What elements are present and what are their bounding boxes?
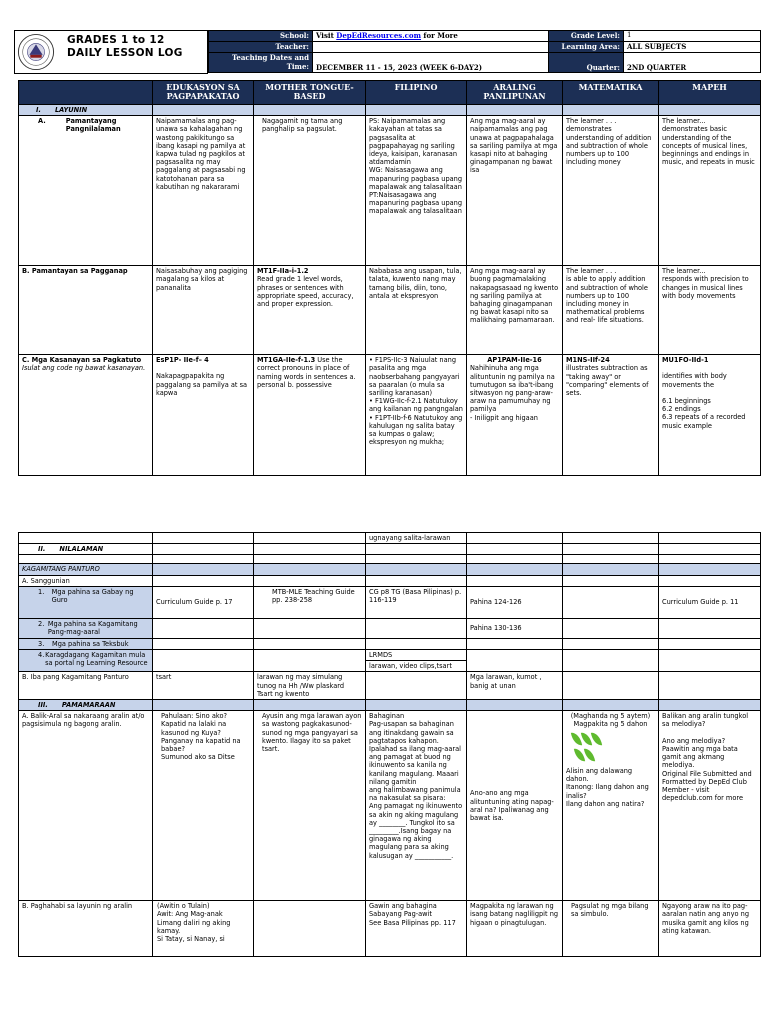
mapeh-code: MU1FO-IId-1 [662,356,709,365]
empty-cell [467,544,563,555]
section-nilalaman-row [19,544,761,555]
row-teacher-guide [19,586,761,618]
empty-cell [563,533,659,544]
empty-cell [467,575,563,586]
row-performance-standard [19,266,761,355]
row-purpose [19,901,761,957]
deped-seal-icon [17,33,55,71]
sanggunian-label: A. Sanggunian [19,575,153,586]
esp-text: Nakapagpapakita ng paggalang sa pamilya at sa kapwa [156,372,248,397]
deped-resources-link[interactable]: DepEdResources.com [336,31,421,40]
row-label-learner-materials [19,618,153,638]
leaf-icon [584,747,595,762]
filipino-lrmds: LRMDS [366,650,466,661]
cell-ap: Ang mga mag-aaral ay buong pagmamalaking nakapagsasaad ng kwento ng sariling pamilya at bahaging ginagampanan ng bawat kasapi nito sa malikhaing pamamaraan. [467,266,563,355]
mtb-text: Use the correct pronouns in place of naming words in sentences a. personal b. possessive [257,356,356,389]
cell-filipino: CG p8 TG (Basa Pilipinas) p. 116-119 [366,586,467,618]
esp-code: EsP1P- IIe-f– 4 [156,356,209,365]
school-value [313,31,549,42]
empty-cell [254,544,366,555]
document-title [67,34,183,60]
cell-filipino: • F1PS-IIc-3 Naiuulat nang pasalita ang mga naobserbahang pangyayari sa paaralan (o mula sa sariling karanasan) • F1WG-IIc-f-2.1 Natutukoy ang kailanan ng pangngalan • F1PT-IIb-f-6 Natutukoy ang kahulugan ng salita batay sa kumpas o galaw; ekspresyon ng mukha; [366,355,467,476]
cell-mapeh: Ngayong araw na ito pag-aaralan natin ang anyo ng musika gamit ang kilos ng ating katawan. [659,901,761,957]
kagamitan-label: KAGAMITANG PANTURO [19,564,153,575]
empty-cell [254,575,366,586]
leaves-illustration [566,729,655,767]
filipino-materials: larawan, video clips,tsart [369,662,452,671]
cell-esp: Naisasabuhay ang pagiging magalang sa kilos at pananalita [153,266,254,355]
cell-math: The learner . . . is able to apply addition and subtraction of whole numbers up to 100 including money in mathematical problems and real- life situations. [563,266,659,355]
empty-cell [153,544,254,555]
math-text: illustrates subtraction as "taking away" or "comparing" elements of sets. [566,364,649,398]
empty-cell [563,544,659,555]
blank-header-cell [19,81,153,105]
row-label-performance-standard: B. Pamantayan sa Pagganap [19,266,153,355]
empty-cell [153,533,254,544]
leaf-icon [591,731,602,746]
row-label-text: C. Mga Kasanayan sa Pagkatuto [22,356,142,365]
col-header-mtb: MOTHER TONGUE-BASED [254,81,366,105]
objectives-table [18,80,761,476]
section-nilalaman-label [19,544,153,555]
empty-cell [366,555,467,564]
empty-cell [563,650,659,672]
cell-math: Pagsulat ng mga bilang sa simbulo. [563,901,659,957]
cell-mtb: Ayusin ang mga larawan ayon sa wastong pagkakasunod-sunod ng mga pangyayari sa kwento. Ilagay ito sa paket tsart. [254,711,366,901]
section-number: II. [38,545,46,554]
row-label-subtext: Isulat ang code ng bawat kasanayan. [22,364,146,373]
row-label-lr-portal [19,650,153,672]
cell-ap: Pahina 124-126 [467,586,563,618]
section-pamamaraan-row [19,700,761,711]
row-label-learning-competencies [19,355,153,476]
empty-cell [659,533,761,544]
empty-cell [467,564,563,575]
col-header-filipino: FILIPINO [366,81,467,105]
row-review [19,711,761,901]
cell-filipino: Bahaginan Pag-usapan sa bahaginan ang itinakdang gawain sa pagtatapos kahapon. Ipalahad sa ilang mag-aaral ang pamagat at buod ng ikinuwento sa kanila ng kanilang magulang. Maaari nilang gamitin ang halimbawang panimula na nakasulat sa pisara: Ang pamagat ng ikinuwento sa akin ng aking magulang ay ________. Tungkol ito sa _________.Isang bagay na ginagawa ng aking magulang para sa aking kalusugan ay ___________. [366,711,467,901]
learning-area-value: ALL SUBJECTS [624,42,761,53]
cell-esp: tsart [153,672,254,700]
empty-cell [467,105,563,116]
cell-math [563,586,659,618]
cell-ap: Magpakita ng larawan ng isang batang nagliligpit ng higaan o pinagtulugan. [467,901,563,957]
cell-esp [153,355,254,476]
cell-ap: Ang mga mag-aaral ay naipamamalas ang pag unawa at pagpapahalaga sa sariling pamilya at mga kasapi nito at bahaging ginagampanan ng bawat isa [467,116,563,266]
empty-cell [563,575,659,586]
row-label-text: Mga pahina sa Gabay ng Guro [51,587,134,605]
row-num: 2. [38,619,45,628]
empty-cell [366,700,467,711]
empty-cell [467,638,563,649]
col-header-math: MATEMATIKA [563,81,659,105]
row-textbook [19,638,761,649]
row-num: 4. [38,651,45,660]
section-number: III. [38,701,48,710]
ap-text: Nahihinuha ang mga alituntunin ng pamilya na tumutugon sa iba't-ibang sitwasyon ng pang-araw-araw na pamumuhay ng pamilya - Iniligpit ang higaan [470,364,555,422]
empty-cell [366,672,467,700]
empty-cell [563,564,659,575]
spacer-row [19,555,761,564]
grade-value: 1 [624,31,761,42]
row-label-text: Karagdagang Kagamitan mula sa portal ng Learning Resource [45,651,148,668]
school-prefix: Visit [316,31,337,40]
cell-mapeh [659,355,761,476]
cell-mtb: Nagagamit ng tama ang panghalip sa pagsulat. [254,116,366,266]
empty-cell [19,533,153,544]
empty-cell [659,555,761,564]
quarter-label: Quarter: [549,53,624,73]
empty-cell [366,105,467,116]
section-title: NILALAMAN [59,545,104,554]
mtb-code: MT1GA-IIe-f-1.3 [257,356,316,365]
cell-mapeh: The learner... responds with precision to changes in musical lines with body movements [659,266,761,355]
row-content-standard [19,116,761,266]
col-header-esp: EDUKASYON SA PAGPAPAKATAO [153,81,254,105]
empty-cell [563,555,659,564]
teacher-value [313,42,549,53]
cell-ap: Pahina 130-136 [467,618,563,638]
empty-cell [659,650,761,672]
cell-ap [467,355,563,476]
empty-cell [254,533,366,544]
cell-esp: Pahulaan: Sino ako? Kapatid na lalaki na kasunod ng Kuya? Panganay na kapatid na babae? Sumunod ako sa Ditse [153,711,254,901]
row-lr-portal [19,650,761,672]
cell-filipino: ugnayang salita-larawan [366,533,467,544]
header-title-box [14,30,208,74]
cell-esp: Curriculum Guide p. 17 [153,586,254,618]
cell-ap: Ano-ano ang mga alituntuning ating napag-aral na? Ipaliwanag ang bawat isa. [467,711,563,901]
cell-filipino [366,650,467,672]
row-label-text: Mga pahina sa Kagamitang Pang-mag-aaral [47,619,138,637]
teaching-dates-label: Teaching Dates and Time: [209,53,313,73]
title-line-2: DAILY LESSON LOG [67,47,183,59]
learning-area-label: Learning Area: [549,42,624,53]
school-label: School: [209,31,313,42]
cell-mapeh: Balikan ang aralin tungkol sa melodiya? Ano ang melodiya? Paawitin ang mga bata gamit ang akmang melodiya. Original File Submitted and Formatted by DepEd Club Member - visit depedclub.com for more [659,711,761,901]
row-label-other-materials: B. Iba pang Kagamitang Panturo [19,672,153,700]
cell-math: The learner . . . demonstrates understanding of addition and subtraction of whole numbers up to 100 including money [563,116,659,266]
empty-cell [19,555,153,564]
empty-cell [563,618,659,638]
empty-cell [254,555,366,564]
empty-cell [153,575,254,586]
cell-mapeh: The learner... demonstrates basic understanding of the concepts of musical lines, beginnings and endings in music, and repeats in music [659,116,761,266]
empty-cell [467,555,563,564]
continued-row [19,533,761,544]
empty-cell [366,638,467,649]
empty-cell [153,618,254,638]
row-label-teacher-guide [19,586,153,618]
row-label-text: Mga pahina sa Teksbuk [52,639,129,648]
column-header-row [19,81,761,105]
empty-cell [254,650,366,672]
cell-mtb [254,266,366,355]
cell-mtb [254,901,366,957]
row-num: 1. [38,587,45,596]
empty-cell [153,564,254,575]
empty-cell [659,672,761,700]
row-learner-materials [19,618,761,638]
math-questions: Alisin ang dalawang dahon. Itanong: Ilang dahon ang inalis? Ilang dahon ang natira? [566,767,649,808]
row-other-materials [19,672,761,700]
cell-esp: Naipamamalas ang pag-unawa sa kahalagahan ng wastong pakikitungo sa ibang kasapi ng pamilya at kapwa tulad ng pagkilos at pagsasalita ng may paggalang at pagsasabi ng katotohanan para sa kabutihan ng nakararami [153,116,254,266]
empty-cell [366,618,467,638]
col-header-mapeh: MAPEH [659,81,761,105]
cell-mtb [254,355,366,476]
row-label-purpose: B. Paghahabi sa layunin ng aralin [19,901,153,957]
empty-cell [467,700,563,711]
section-layunin-row [19,105,761,116]
empty-cell [366,564,467,575]
empty-cell [153,650,254,672]
cell-filipino: Gawin ang bahagina Sabayang Pag-awit See Basa Pilipinas pp. 117 [366,901,467,957]
teaching-dates-value: DECEMBER 11 - 15, 2023 (WEEK 6-DAY2) [313,53,549,73]
header-info-table [208,30,761,73]
empty-cell [254,638,366,649]
empty-cell [153,555,254,564]
empty-cell [563,638,659,649]
empty-cell [153,700,254,711]
section-title: PAMAMARAAN [61,701,116,710]
empty-cell [153,638,254,649]
empty-cell [659,105,761,116]
cell-filipino: PS: Naipamamalas ang kakayahan at tatas sa pagsasalita at pagpapahayag ng sariling ideya, kaisipan, karanasan atdamdamin WG: Naisasagawa ang mapanuring pagbasa upang mapalawak ang talasalitaan PT:Naisasagawa ang mapanuring pagbasa upang mapalawak ang talasalitaan [366,116,467,266]
empty-cell [254,700,366,711]
empty-cell [467,650,563,672]
empty-cell [153,105,254,116]
col-header-ap: ARALING PANLIPUNAN [467,81,563,105]
empty-cell [366,575,467,586]
empty-cell [563,672,659,700]
empty-cell [366,544,467,555]
empty-cell [254,564,366,575]
empty-cell [563,700,659,711]
row-num: 3. [38,639,45,648]
content-procedure-table [18,532,761,957]
section-number: I. [36,106,41,114]
cell-math [563,355,659,476]
quarter-value: 2ND QUARTER [624,53,761,73]
row-learning-competencies [19,355,761,476]
cell-mtb: MTB-MLE Teaching Guide pp. 238-258 [254,586,366,618]
row-label-num: A. [38,117,46,126]
math-code: M1NS-IIf-24 [566,356,610,365]
kagamitan-row [19,564,761,575]
row-label-content-standard [19,116,153,266]
empty-cell [254,105,366,116]
empty-cell [467,533,563,544]
empty-cell [659,700,761,711]
mtb-text: Read grade 1 level words, phrases or sentences with appropriate speed, accuracy, and proper expression. [257,275,354,309]
cell-ap: Mga larawan, kumot , banig at unan [467,672,563,700]
teacher-label: Teacher: [209,42,313,53]
cell-math [563,711,659,901]
section-pamamaraan-label [19,700,153,711]
row-label-text: Pamantayang Pangnilalaman [65,117,121,134]
row-label-review: A. Balik-Aral sa nakaraang aralin at/o pagsisimula ng bagong aralin. [19,711,153,901]
empty-cell [659,575,761,586]
section-layunin-label [19,105,153,116]
empty-cell [659,544,761,555]
mtb-code: MT1F-IIa-i-1.2 [257,267,309,276]
empty-cell [254,618,366,638]
cell-esp: (Awitin o Tulain) Awit: Ang Mag-anak Limang daliri ng aking kamay. Si Tatay, si Nanay, si [153,901,254,957]
empty-cell [563,105,659,116]
empty-cell [659,618,761,638]
mapeh-text: identifies with body movements the 6.1 beginnings 6.2 endings 6.3 repeats of a recorded music example [662,372,746,430]
ap-code: AP1PAM-IIe-16 [487,356,542,365]
sanggunian-row [19,575,761,586]
math-instruction: (Maghanda ng 5 aytem) Magpakita ng 5 dahon [570,712,651,729]
title-line-1: GRADES 1 to 12 [67,34,165,46]
school-suffix: for More [421,31,458,40]
cell-mtb: larawan ng may simulang tunog na Hh /Ww plaskard Tsart ng kwento [254,672,366,700]
cell-filipino: Nababasa ang usapan, tula, talata, kuwento nang may tamang bilis, diin, tono, antala at ekspresyon [366,266,467,355]
grade-label: Grade Level: [549,31,624,42]
empty-cell [659,564,761,575]
row-label-textbook [19,638,153,649]
empty-cell [659,638,761,649]
section-title: LAYUNIN [54,106,88,114]
cell-mapeh: Curriculum Guide p. 11 [659,586,761,618]
